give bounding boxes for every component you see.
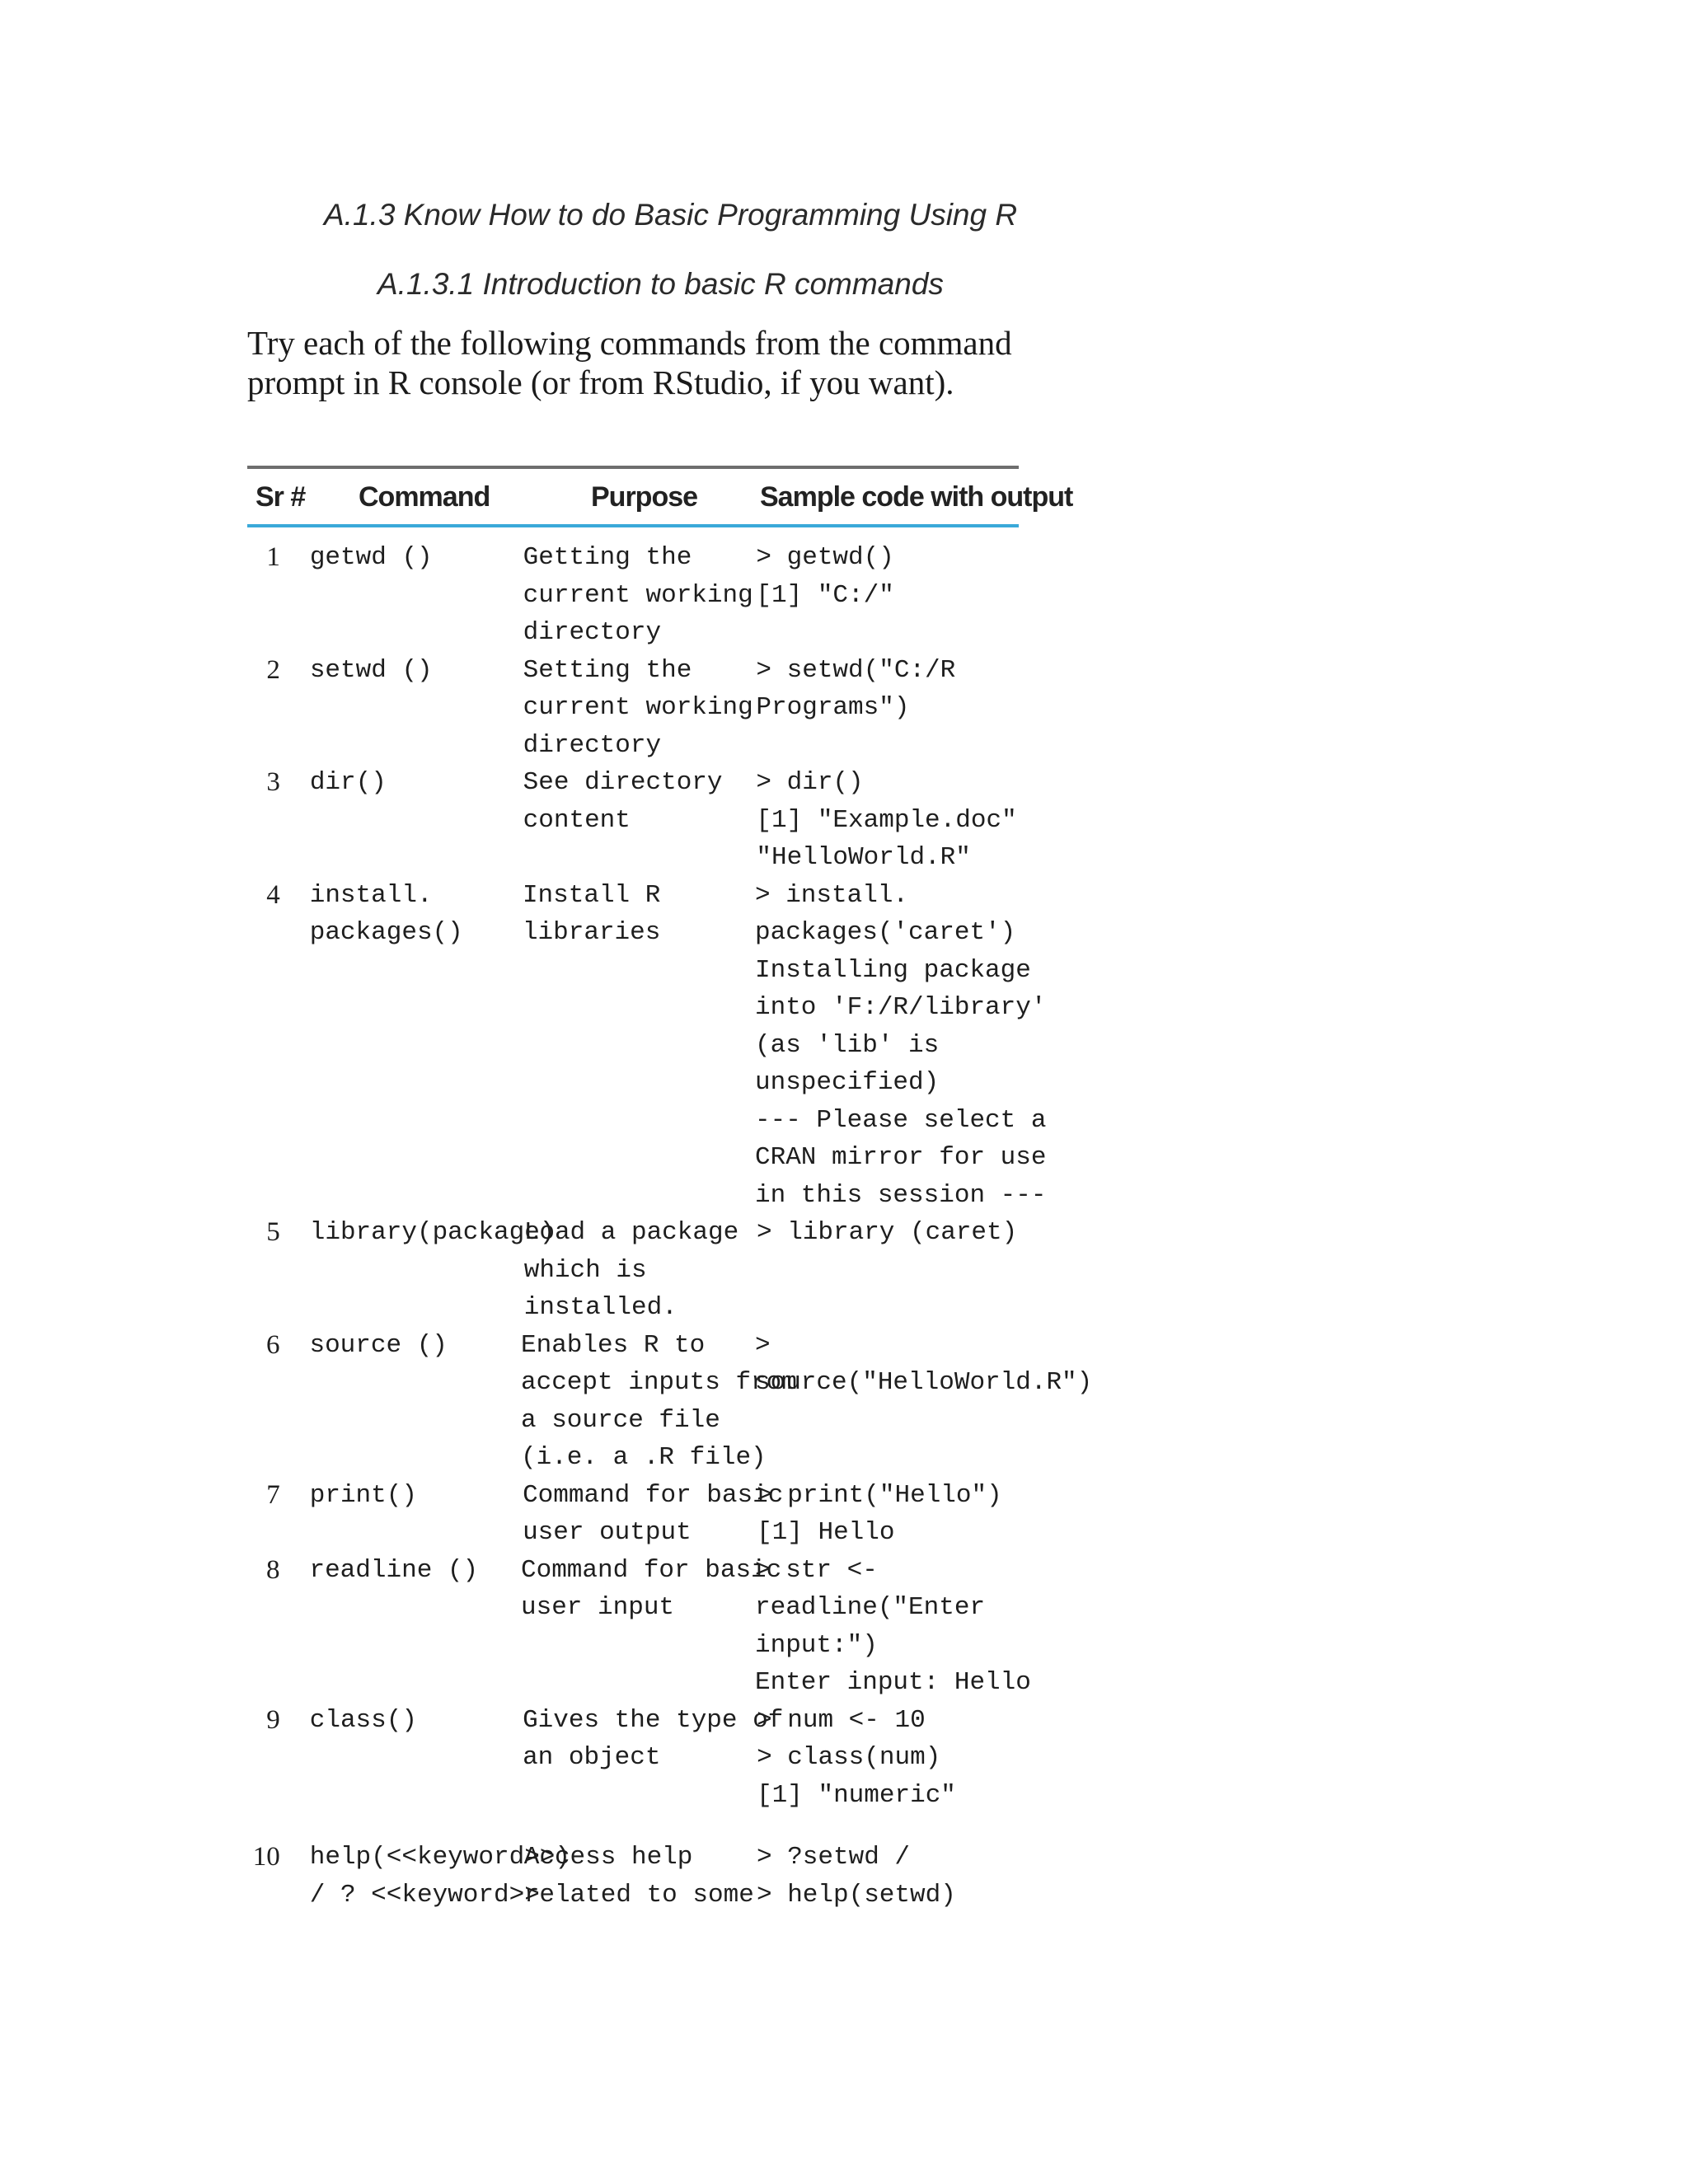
cell-sample: > getwd() [1] "C:/" xyxy=(756,543,894,610)
header-purpose: Purpose xyxy=(591,481,698,513)
intro-paragraph xyxy=(247,323,1039,402)
cell-purpose: Enables R to accept inputs from a source file (i.e. a .R file) xyxy=(521,1330,797,1472)
cell-purpose: See directory content xyxy=(523,768,723,835)
cell-purpose: Command for basic user output xyxy=(523,1480,784,1547)
cell-purpose: Access help related to some xyxy=(523,1843,754,1910)
cell-sample: > ?setwd / > help(setwd) xyxy=(756,1843,956,1910)
section-heading: A.1.3 Know How to do Basic Programming Using R xyxy=(324,198,1018,232)
cell-sr: 1 xyxy=(266,542,280,572)
cell-sr: 10 xyxy=(252,1842,280,1872)
cell-sample: > str <- readline("Enter input:") Enter input: Hello xyxy=(755,1555,1031,1697)
cell-sr: 9 xyxy=(266,1704,280,1735)
cell-sample: > library (caret) xyxy=(756,1218,1018,1247)
header-command: Command xyxy=(359,481,490,513)
table-row xyxy=(247,1702,1019,1815)
cell-sr: 2 xyxy=(266,654,280,685)
cell-command: readline () xyxy=(309,1555,479,1585)
cell-sample: > dir() [1] "Example.doc" "HelloWorld.R" xyxy=(756,768,1017,872)
table-row xyxy=(247,1327,1093,1477)
cell-command: setwd () xyxy=(309,655,433,685)
cell-command: getwd () xyxy=(309,543,433,572)
cell-purpose: Setting the current working directory xyxy=(523,655,753,760)
cell-sample: > install. packages('caret') Installing package into 'F:/R/library' (as 'lib' is unspecified) --- Please select a CRAN mirror for use in this session --- xyxy=(755,880,1047,1210)
cell-command: install. packages() xyxy=(309,880,463,947)
table-header xyxy=(247,469,1073,524)
cell-purpose: Load a package which is installed. xyxy=(523,1218,739,1322)
cell-command: class() xyxy=(309,1705,417,1735)
cell-sr: 6 xyxy=(265,1329,280,1360)
table-row xyxy=(247,652,1019,765)
cell-sr: 3 xyxy=(266,767,280,797)
header-sr: Sr # xyxy=(256,481,306,513)
table-body xyxy=(247,527,1093,1914)
header-sample: Sample code with output xyxy=(760,481,1073,513)
cell-command: library(package) xyxy=(309,1218,556,1247)
cell-command: dir() xyxy=(309,768,387,797)
cell-sr: 8 xyxy=(265,1554,280,1585)
cell-sample: > num <- 10 > class(num) [1] "numeric" xyxy=(757,1705,956,1810)
table-row xyxy=(247,1214,1019,1327)
cell-sample: > source("HelloWorld.R") xyxy=(755,1330,1093,1397)
cell-sample: > setwd("C:/R Programs") xyxy=(756,655,956,722)
cell-purpose: Gives the type of an object xyxy=(523,1705,784,1772)
cell-purpose: Command for basic user input xyxy=(521,1555,782,1622)
intro-line-2: prompt in R console (or from RStudio, if you want). xyxy=(247,363,954,401)
intro-line-1: Try each of the following commands from the command xyxy=(247,324,1012,362)
table-row xyxy=(247,877,1047,1215)
subsection-heading: A.1.3.1 Introduction to basic R commands xyxy=(377,267,944,301)
table-row xyxy=(247,1552,1031,1702)
cell-sample: > print("Hello") [1] Hello xyxy=(757,1480,1002,1547)
table-row xyxy=(247,1477,1019,1552)
cell-sr: 4 xyxy=(266,879,280,910)
table-row xyxy=(247,1839,1019,1914)
cell-purpose: Install R libraries xyxy=(522,880,661,947)
cell-command: help(<<keyword>>) / ? <<keyword>> xyxy=(309,1843,571,1910)
cell-sr: 7 xyxy=(266,1479,280,1510)
cell-purpose: Getting the current working directory xyxy=(523,543,753,647)
table-row xyxy=(247,764,1019,877)
cell-command: print() xyxy=(309,1480,417,1510)
cell-command: source () xyxy=(309,1330,448,1360)
cell-sr: 5 xyxy=(266,1217,280,1247)
commands-table xyxy=(247,466,1093,1914)
table-row xyxy=(247,539,1019,652)
